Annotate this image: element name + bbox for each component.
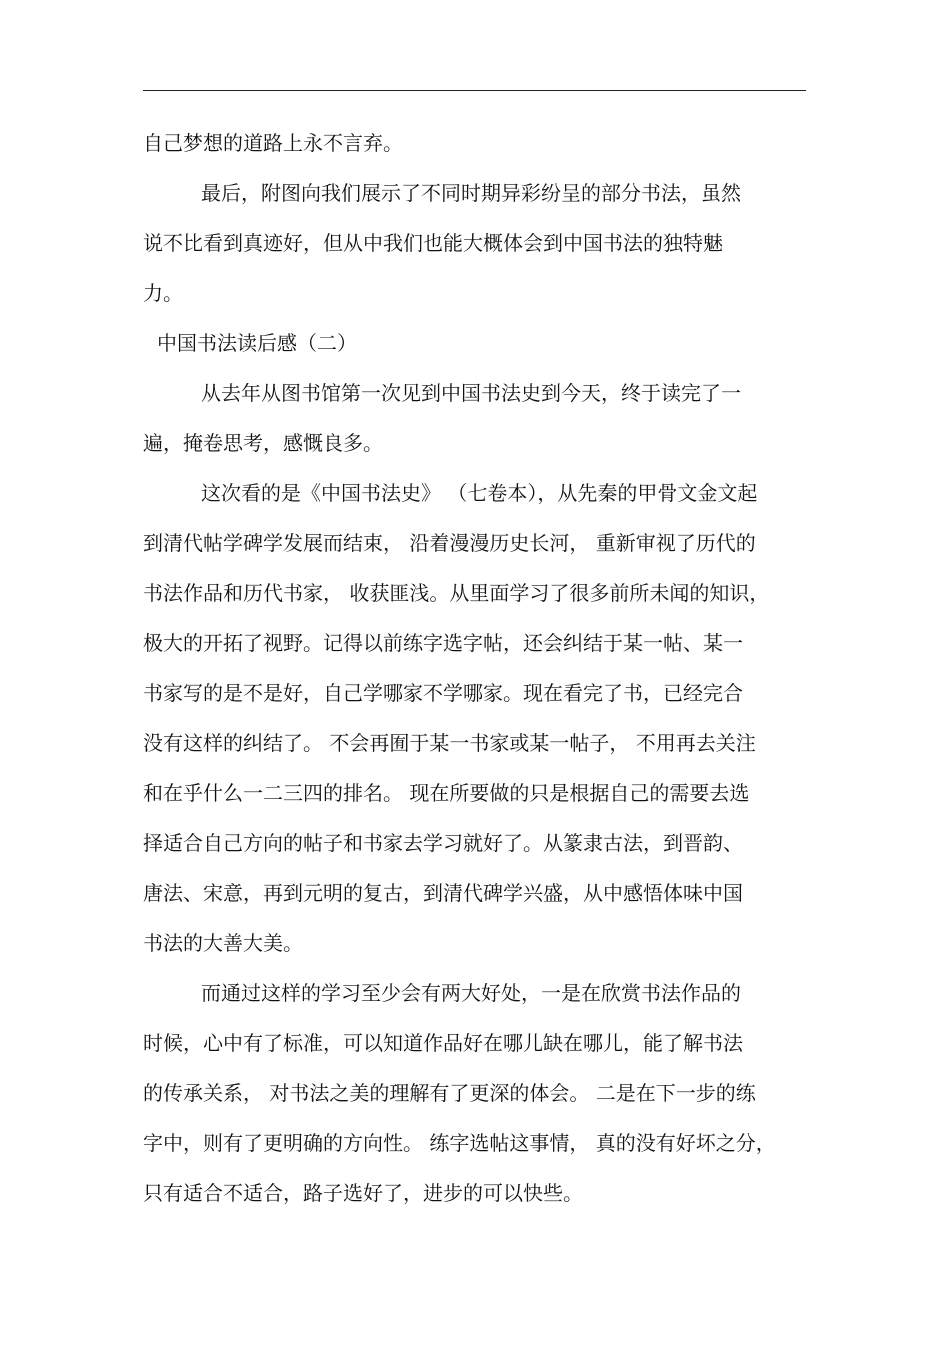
text-line: 没有这样的纠结了。 不会再囿于某一书家或某一帖子， 不用再去关注	[143, 731, 756, 755]
text-line: 最后，附图向我们展示了不同时期异彩纷呈的部分书法，虽然	[201, 181, 741, 205]
text-line: 只有适合不适合，路子选好了，进步的可以快些。	[143, 1181, 583, 1205]
body-text	[143, 118, 806, 1218]
text-line: 到清代帖学碑学发展而结束， 沿着漫漫历史长河， 重新审视了历代的	[143, 531, 756, 555]
text-line: 力。	[143, 281, 183, 305]
text-line: 择适合自己方向的帖子和书家去学习就好了。从篆隶古法，到晋韵、	[143, 831, 743, 855]
text-line: 自己梦想的道路上永不言弃。	[143, 131, 403, 155]
text-line: 唐法、宋意，再到元明的复古，到清代碑学兴盛，从中感悟体味中国	[143, 881, 743, 905]
header-rule	[143, 90, 806, 91]
section-heading: 中国书法读后感（二）	[157, 331, 357, 355]
text-line: 字中，则有了更明确的方向性。 练字选帖这事情， 真的没有好坏之分，	[143, 1131, 776, 1155]
text-line: 时候，心中有了标准，可以知道作品好在哪儿缺在哪儿，能了解书法	[143, 1031, 743, 1055]
text-line: 的传承关系， 对书法之美的理解有了更深的体会。 二是在下一步的练	[143, 1081, 756, 1105]
text-line: 书家写的是不是好，自己学哪家不学哪家。现在看完了书，已经完合	[143, 681, 743, 705]
text-line: 书法的大善大美。	[143, 931, 303, 955]
text-line: 和在乎什么一二三四的排名。 现在所要做的只是根据自己的需要去选	[143, 781, 750, 805]
text-line: 这次看的是《中国书法史》 （七卷本），从先秦的甲骨文金文起	[201, 481, 758, 505]
text-line: 书法作品和历代书家， 收获匪浅。从里面学习了很多前所未闻的知识，	[143, 581, 770, 605]
text-line: 极大的开拓了视野。记得以前练字选字帖，还会纠结于某一帖、某一	[143, 631, 743, 655]
text-line: 从去年从图书馆第一次见到中国书法史到今天，终于读完了一	[201, 381, 741, 405]
text-line: 而通过这样的学习至少会有两大好处，一是在欣赏书法作品的	[201, 981, 741, 1005]
text-line: 遍，掩卷思考，感慨良多。	[143, 431, 383, 455]
text-line: 说不比看到真迹好，但从中我们也能大概体会到中国书法的独特魅	[143, 231, 723, 255]
